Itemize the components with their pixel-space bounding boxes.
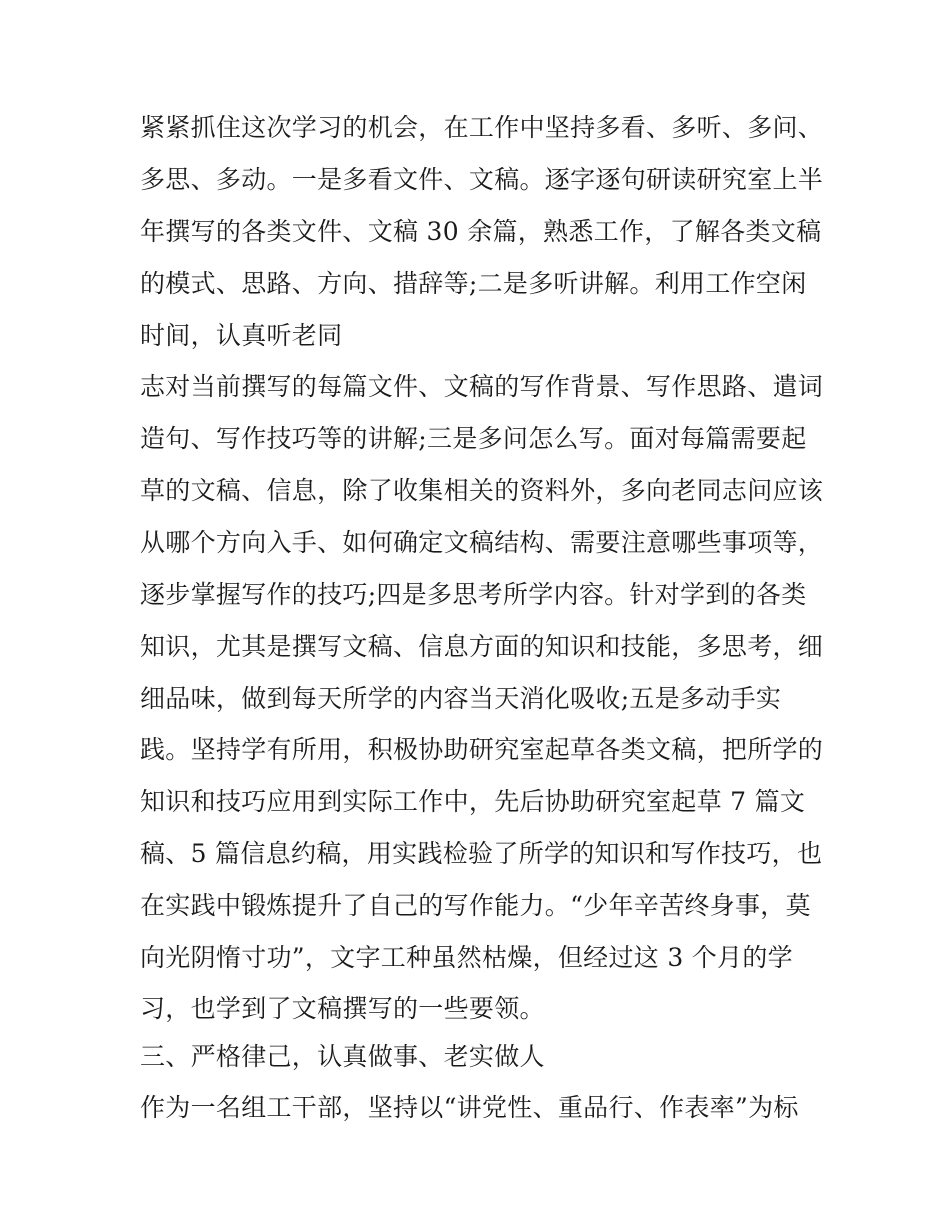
text-line: 知识，尤其是撰写文稿、信息方面的知识和技能，多思考，细 <box>140 632 824 661</box>
text-line: 逐步掌握写作的技巧;四是多思考所学内容。针对学到的各类 <box>140 580 807 609</box>
text-line: 志对当前撰写的每篇文件、文稿的写作背景、写作思路、遣词 <box>140 372 824 401</box>
text-line: 细品味，做到每天所学的内容当天消化吸收;五是多动手实 <box>140 684 782 713</box>
text-line: 从哪个方向入手、如何确定文稿结构、需要注意哪些事项等， <box>140 528 824 557</box>
text-line: 造句、写作技巧等的讲解;三是多问怎么写。面对每篇需要起 <box>140 424 807 453</box>
text-line: 在实践中锻炼提升了自己的写作能力。“少年辛苦终身事，莫 <box>140 891 811 920</box>
text-line: 的模式、思路、方向、措辞等;二是多听讲解。利用工作空闲 <box>140 269 807 298</box>
text-line: 践。坚持学有所用，积极协助研究室起草各类文稿，把所学的 <box>140 735 824 764</box>
text-line: 紧紧抓住这次学习的机会，在工作中坚持多看、多听、多问、 <box>140 113 824 142</box>
text-line: 多思、多动。一是多看文件、文稿。逐字逐句研读研究室上半 <box>140 165 824 194</box>
text-line: 年撰写的各类文件、文稿 30 余篇，熟悉工作，了解各类文稿 <box>140 217 822 246</box>
section-heading: 三、严格律己，认真做事、老实做人 <box>140 1042 545 1071</box>
text-line: 作为一名组工干部，坚持以“讲党性、重品行、作表率”为标 <box>140 1093 799 1122</box>
text-line: 习，也学到了文稿撰写的一些要领。 <box>140 994 545 1023</box>
text-line: 草的文稿、信息，除了收集相关的资料外，多向老同志问应该 <box>140 476 824 505</box>
text-line: 知识和技巧应用到实际工作中，先后协助研究室起草 7 篇文 <box>140 787 806 816</box>
text-line: 向光阴惰寸功”，文字工种虽然枯燥，但经过这 3 个月的学 <box>140 943 793 972</box>
text-line: 稿、5 篇信息约稿，用实践检验了所学的知识和写作技巧，也 <box>140 839 823 868</box>
text-line: 时间，认真听老同 <box>140 321 343 350</box>
